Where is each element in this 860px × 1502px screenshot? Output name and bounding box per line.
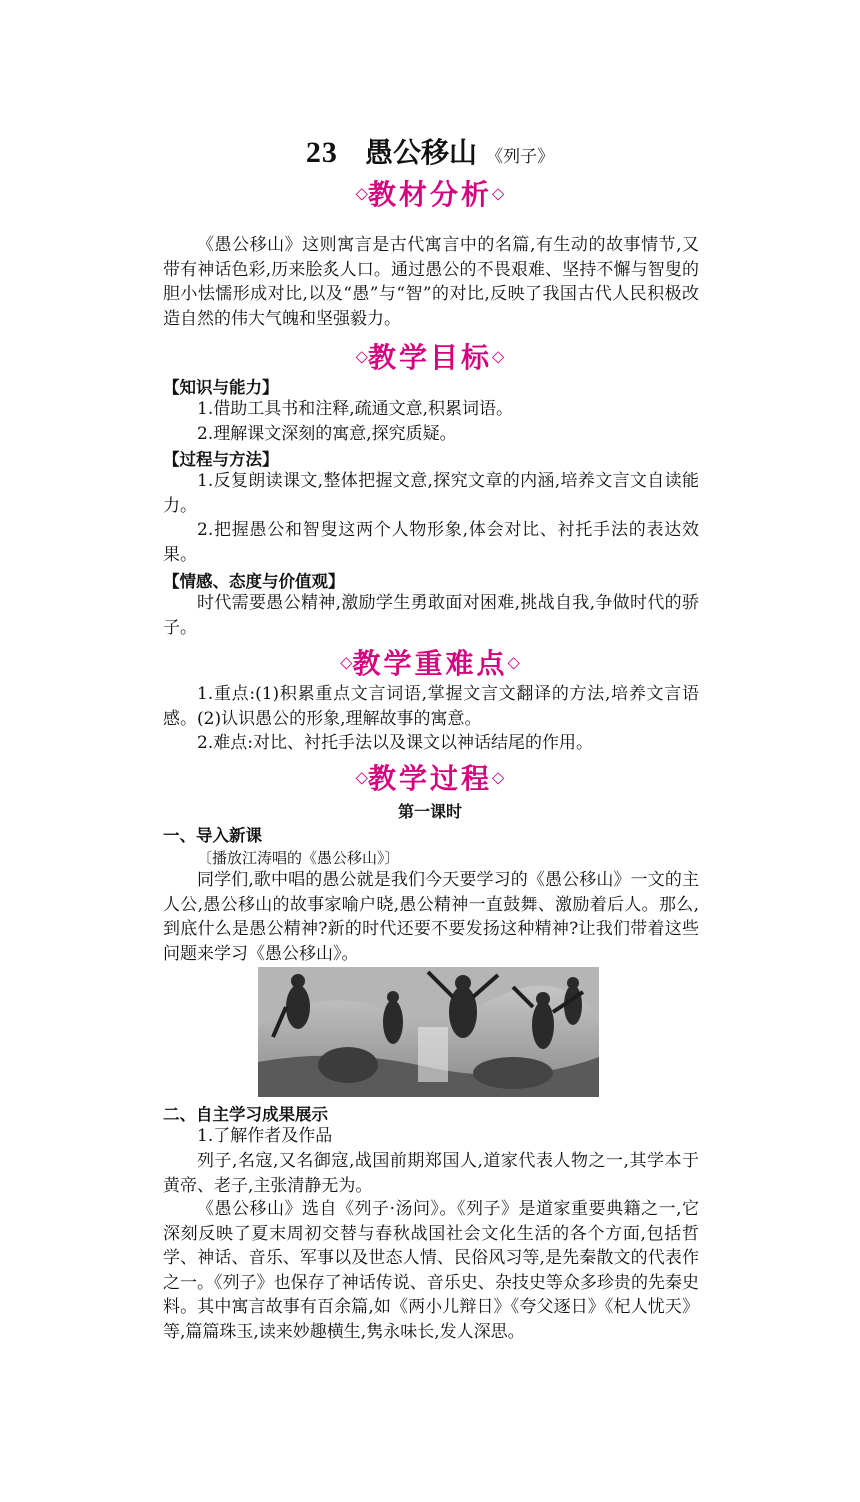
knowledge-item-2: 2.理解课文深刻的寓意,探究质疑。 [197,424,457,444]
emotion-item-1: 时代需要愚公精神,激励学生勇敢面对困难,挑战自我,争做时代的骄子。 [163,593,699,638]
diamond-icon: ◇ [355,346,368,366]
part1-paragraph: 同学们,歌中唱的愚公就是我们今天要学习的《愚公移山》一文的主人公,愚公移山的故事家喻户晓,愚公精神一直鼓舞、激励着后人。那么,到底什么是愚公精神?新的时代还要不要发扬这种精神?让我们带着这些问题来学习《愚公移山》。 [163,870,699,964]
diamond-icon: ◇ [355,183,368,203]
diamond-icon: ◇ [507,652,520,672]
diamond-icon: ◇ [492,346,505,366]
knowledge-label: 【知识与能力】 [163,378,279,397]
part2-paragraph-2: 《愚公移山》选自《列子·汤问》。《列子》是道家重要典籍之一,它深刻反映了夏末周初交替与春秋战国社会文化生活的各个方面,包括哲学、神话、音乐、军事以及世态人情、民俗风习等,是先秦散文的代表作之一。《列子》也保存了神话传说、音乐史、杂技史等众多珍贵的先秦史料。其中寓言故事有百余篇,如《两小儿辩日》《夸父逐日》《杞人忧天》等,篇篇珠玉,读来妙趣横生,隽永味长,发人深思。 [163,1199,699,1342]
section-heading-process: ◇教学过程◇ [355,762,505,795]
process-label: 【过程与方法】 [163,450,279,469]
part2-subheading: 1.了解作者及作品 [197,1126,333,1146]
analysis-paragraph: 《愚公移山》这则寓言是古代寓言中的名篇,有生动的故事情节,又带有神话色彩,历来脍炙人口。通过愚公的不畏艰难、坚持不懈与智叟的胆小怯懦形成对比,以及“愚”与“智”的对比,反映了我国古代人民积极改造自然的伟大气魄和坚强毅力。 [163,235,699,329]
emotion-label: 【情感、态度与价值观】 [163,572,345,591]
keypoint-item-1: 1.重点:(1)积累重点文言词语,掌握文言文翻译的方法,培养文言语感。(2)认识愚公的形象,理解故事的寓意。 [163,684,699,729]
section-heading-keypoints: ◇教学重难点◇ [340,647,520,680]
diamond-icon: ◇ [340,652,353,672]
part2-heading: 二、自主学习成果展示 [163,1105,328,1124]
diamond-icon: ◇ [355,767,368,787]
lesson-title [0,131,860,171]
diamond-icon: ◇ [492,183,505,203]
diamond-icon: ◇ [492,767,505,787]
part1-note: 〔播放江涛唱的《愚公移山》〕 [197,849,400,867]
yugong-painting-image [258,967,599,1097]
process-item-2: 2.把握愚公和智叟这两个人物形象,体会对比、衬托手法的表达效果。 [163,520,699,565]
section-heading-analysis: ◇教材分析◇ [355,178,505,211]
keypoint-item-2: 2.难点:对比、衬托手法以及课文以神话结尾的作用。 [197,733,593,753]
knowledge-item-1: 1.借助工具书和注释,疏通文意,积累词语。 [197,399,514,419]
part2-paragraph-1: 列子,名寇,又名御寇,战国前期郑国人,道家代表人物之一,其学本于黄帝、老子,主张清静无为。 [163,1151,699,1196]
lesson-source: 《列子》 [486,147,555,167]
part1-heading: 一、导入新课 [163,826,262,845]
process-item-1: 1.反复朗读课文,整体把握文意,探究文章的内涵,培养文言文自读能力。 [163,471,699,516]
lesson-number: 23 [305,136,338,169]
lesson-name: 愚公移山 [364,136,477,169]
section-heading-goals: ◇教学目标◇ [355,341,505,374]
lesson-period: 第一课时 [397,802,462,821]
